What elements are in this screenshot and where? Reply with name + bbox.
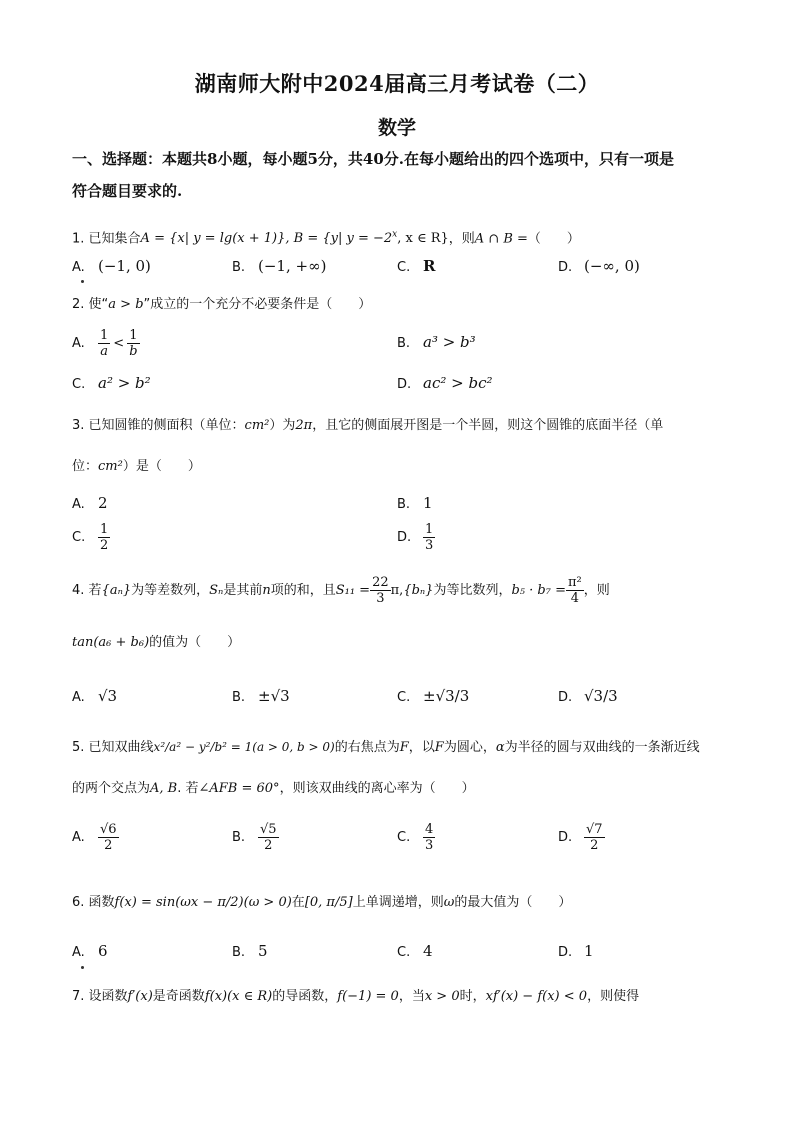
q4-text: 4. 若 [72,583,102,598]
option-label: C. [72,377,86,392]
question-7 [72,988,639,1006]
q5-text: 5. 已知双曲线 [72,740,154,755]
q1-set-b-tail: , x ∈ R} [397,231,449,247]
q4-text: 项的和，且 [270,583,336,598]
q4-sn: Sₙ [209,583,224,598]
q5-focus: F [399,740,409,755]
q6-option-b[interactable] [232,942,268,962]
q6-option-c[interactable] [397,942,433,962]
q4-sequence-b: {bₙ} [403,583,434,598]
q7-condition: xf′(x) − f(x) < 0 [485,989,588,1004]
q1-option-c[interactable] [397,257,435,277]
q7-function: f(x)(x ∈ R) [204,989,273,1004]
fraction [423,522,435,553]
option-value: ±√3/3 [423,687,470,705]
q3-unit: cm² [244,418,270,433]
q5-text: 的右焦点为 [334,740,400,755]
q5-text: ，以 [408,740,435,755]
option-label: B. [232,830,246,845]
option-value: (−1, 0) [98,257,151,275]
q2-option-c[interactable] [72,374,151,394]
q4-option-d[interactable] [558,687,618,707]
q2-option-a[interactable] [72,328,140,359]
question-3-line2 [72,458,201,476]
option-label: C. [397,830,411,845]
q5-text: . 若 [177,781,199,796]
relation: < [113,336,125,351]
option-label: D. [558,260,573,275]
question-4-line1 [72,575,610,606]
fraction [423,822,435,853]
q5-points: A, B [150,781,178,796]
option-value: (−1, +∞) [258,257,327,275]
subject-title: 数学 [377,117,416,139]
q3-unit: cm² [98,459,123,474]
option-value: ±√3 [258,687,290,705]
denominator: 2 [104,838,113,853]
fraction [127,328,139,359]
option-label: A. [72,830,85,845]
q7-text: ，当 [398,989,425,1004]
q5-option-b[interactable] [232,822,279,853]
question-1 [72,226,580,248]
option-label: B. [232,690,246,705]
q6-text: 在 [291,895,305,910]
q5-option-c[interactable] [397,822,435,853]
q1-lead: 1. 已知集合 [72,231,141,247]
option-label: B. [232,945,246,960]
q1-set-a: A = {x| y = lg(x + 1)}, B = {y| y = −2 [140,231,393,247]
q4-text: 为等比数列， [433,583,512,598]
option-label: A. [72,690,85,705]
q2-option-b[interactable] [397,333,476,353]
option-label: D. [558,830,573,845]
option-label: D. [558,945,573,960]
option-value: 2 [98,494,108,512]
q4-option-a[interactable] [72,687,117,707]
numerator: 1 [425,522,434,537]
q4-option-b[interactable] [232,687,290,707]
numerator: 1 [100,522,109,537]
option-value: 1 [584,942,594,960]
option-label: A. [72,497,85,512]
option-label: C. [397,690,411,705]
option-value: 6 [98,942,108,960]
q7-text: ，则使得 [587,989,640,1004]
q7-derivative: f′(x) [127,989,153,1004]
option-label: A. [72,945,85,960]
option-label: D. [397,377,412,392]
q4-option-c[interactable] [397,687,469,707]
q3-text: 位： [72,459,99,474]
q6-interval: [0, π/5] [304,895,353,910]
question-5-line1 [72,738,700,757]
numerator: √7 [586,822,603,837]
numerator: √5 [260,822,277,837]
option-label: B. [397,336,411,351]
q6-text: 6. 函数 [72,895,115,910]
option-value: R [423,257,436,275]
denominator: a [100,344,109,359]
q2-tail: ”成立的一个充分不必要条件是（ ） [143,297,372,312]
q3-option-c[interactable] [72,522,110,553]
q3-text: 3. 已知圆锥的侧面积（单位： [72,418,245,433]
option-value: 1 [423,494,433,512]
numerator: 22 [372,575,389,590]
section-instructions-line1: 一、选择题：本题共8小题，每小题5分，共40分.在每小题给出的四个选项中，只有一项是 [72,150,674,168]
option-value: ac² > bc² [423,374,493,392]
question-4-line2 [72,634,240,652]
question-2 [72,296,371,314]
q6-omega: ω [443,895,455,910]
option-value: √3 [98,687,118,705]
fraction [98,822,119,853]
option-value: a² > b² [98,374,151,392]
denominator: 3 [425,538,434,553]
q7-text: 7. 设函数 [72,989,128,1004]
numerator: √6 [100,822,117,837]
q6-option-d[interactable] [558,942,594,962]
q5-option-a[interactable] [72,822,119,853]
q4-n: n [262,583,271,598]
numerator: π² [567,575,582,590]
denominator: b [129,344,138,359]
q2-condition: a > b [108,297,144,312]
q5-focus: F [434,740,444,755]
fraction [98,522,110,553]
q6-text: 的最大值为（ ） [454,895,572,910]
q5-alpha: α [495,740,505,755]
q6-text: 上单调递增，则 [352,895,444,910]
numerator: 1 [127,328,139,344]
option-label: B. [232,260,246,275]
option-label: C. [72,530,86,545]
q7-text: 时， [459,989,486,1004]
q4-text: 的值为（ ） [149,635,241,650]
q3-text: ）是（ ） [122,459,201,474]
q4-expression: tan(a₆ + b₆) [72,635,150,650]
page-title: 湖南师大附中2024届高三月考试卷（二） [194,71,600,96]
q3-text: ，且它的侧面展开图是一个半圆，则这个圆锥的底面半径（单 [312,418,664,433]
q5-text: 为圆心， [443,740,496,755]
option-value: (−∞, 0) [584,257,640,275]
q4-text: 为等差数列， [131,583,210,598]
q7-condition: x > 0 [424,989,460,1004]
q6-option-a[interactable] [72,942,108,962]
option-label: C. [397,260,411,275]
q1-tail: ，则 [448,231,475,247]
q7-text: 的导函数， [272,989,338,1004]
q1-sets [141,231,449,246]
q7-condition: f(−1) = 0 [337,989,399,1004]
q4-pi: π, [390,583,404,598]
q5-option-d[interactable] [558,822,605,853]
option-label: C. [397,945,411,960]
scan-dot [81,280,84,283]
numerator: 4 [425,822,434,837]
q5-angle: ∠AFB = 60° [198,781,280,796]
q4-sequence-a: {aₙ} [101,583,132,598]
q4-s11: S₁₁ = [335,583,371,598]
question-3-line1 [72,417,663,435]
option-label: A. [72,336,85,351]
q1-ask: A ∩ B = [474,231,528,247]
q3-text: ）为 [269,418,296,433]
q3-option-a[interactable] [72,494,108,514]
q4-text: ，则 [583,583,610,598]
option-label: A. [72,260,85,275]
q4-text: 是其前 [223,583,263,598]
q1-option-b[interactable] [232,257,326,277]
fraction [584,822,605,853]
option-label: D. [558,690,573,705]
section-instructions-line2: 符合题目要求的. [72,182,183,200]
option-value: 4 [423,942,433,960]
q1-paren: （ ） [527,231,580,247]
fraction [98,328,110,359]
q5-text: 的两个交点为 [72,781,151,796]
q1-option-d[interactable] [558,257,640,277]
option-value: a³ > b³ [423,333,476,351]
denominator: 3 [376,591,385,606]
question-5-line2 [72,780,475,798]
option-value: √3/3 [584,687,618,705]
q3-option-b[interactable] [397,494,433,514]
fraction [258,822,279,853]
q7-text: 是奇函数 [152,989,205,1004]
fraction [370,575,391,606]
q5-text: ，则该双曲线的离心率为（ ） [279,781,475,796]
q2-lead: 2. 使“ [72,297,109,312]
denominator: 2 [590,838,599,853]
q4-product: b₅ · b₇ = [511,583,566,598]
denominator: 3 [425,838,434,853]
q1-option-a[interactable] [72,257,151,277]
denominator: 4 [570,591,579,606]
scan-dot [81,966,84,969]
q5-equation: x²/a² − y²/b² = 1(a > 0, b > 0) [153,740,335,754]
question-6 [72,894,571,912]
q3-area: 2π [295,418,313,433]
q1-exponent: x [392,230,398,240]
denominator: 2 [264,838,273,853]
denominator: 2 [100,538,109,553]
q5-text: 为半径的圆与双曲线的一条渐近线 [504,740,700,755]
numerator: 1 [100,328,109,343]
option-value: 5 [258,942,268,960]
fraction [566,575,584,606]
q3-option-d[interactable] [397,522,435,553]
q2-option-d[interactable] [397,374,492,394]
option-label: D. [397,530,412,545]
option-label: B. [397,497,411,512]
q6-function: f(x) = sin(ωx − π/2)(ω > 0) [114,895,292,910]
